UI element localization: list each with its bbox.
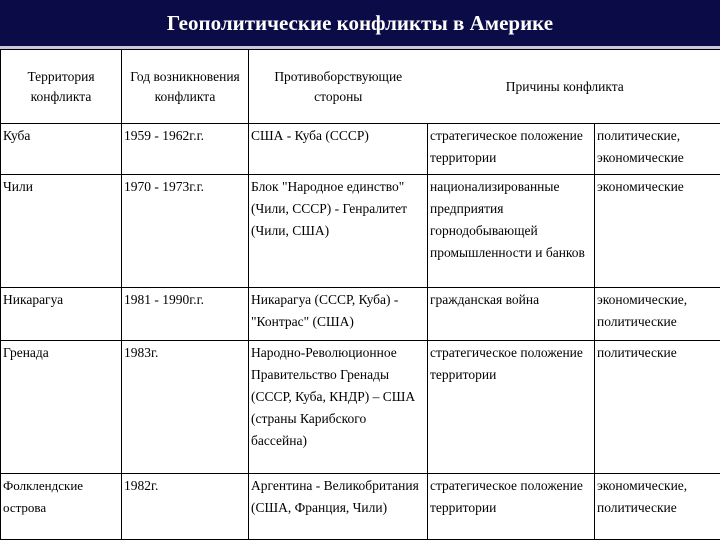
cell-year: 1970 - 1973г.г. — [122, 175, 249, 288]
cell-factor: национализированные предприятия горнодобывающей промышленности и банков — [428, 175, 595, 288]
cell-year: 1983г. — [122, 341, 249, 474]
cell-reason: экономические — [595, 175, 720, 288]
cell-sides: Никарагуа (СССР, Куба) - "Контрас" (США) — [249, 288, 428, 341]
cell-territory: Гренада — [1, 341, 122, 474]
cell-sides: Аргентина - Великобритания (США, Франция, Чили) — [249, 474, 428, 540]
cell-reason: экономические, политические — [595, 474, 720, 540]
cell-factor: гражданская война — [428, 288, 595, 341]
cell-sides: Блок "Народное единство" (Чили, СССР) - Генралитет (Чили, США) — [249, 175, 428, 288]
header-sides: Противоборствующие стороны — [249, 50, 428, 124]
cell-territory: Куба — [1, 124, 122, 175]
cell-year: 1982г. — [122, 474, 249, 540]
table-row — [1, 175, 720, 288]
cell-factor: стратегическое положение территории — [428, 474, 595, 540]
cell-reason: экономические, политические — [595, 288, 720, 341]
table-row — [1, 474, 720, 540]
cell-year: 1981 - 1990г.г. — [122, 288, 249, 341]
cell-territory: Фолклендские острова — [1, 474, 122, 540]
table-row — [1, 124, 720, 175]
conflicts-table — [0, 49, 720, 540]
cell-territory: Чили — [1, 175, 122, 288]
header-year: Год возникновения конфликта — [122, 50, 249, 124]
slide-title: Геополитические конфликты в Америке — [166, 10, 554, 35]
title-bar — [0, 0, 720, 46]
header-territory: Территория конфликта — [1, 50, 122, 124]
cell-sides: Народно-Революционное Правительство Гренады (СССР, Куба, КНДР) – США (страны Карибского бассейна) — [249, 341, 428, 474]
cell-year: 1959 - 1962г.г. — [122, 124, 249, 175]
cell-factor: стратегическое положение территории — [428, 124, 595, 175]
header-reasons: Причины конфликта — [428, 50, 720, 124]
table-header-row — [1, 50, 720, 124]
cell-factor: стратегическое положение территории — [428, 341, 595, 474]
cell-territory: Никарагуа — [1, 288, 122, 341]
cell-sides: США - Куба (СССР) — [249, 124, 428, 175]
cell-reason: политические — [595, 341, 720, 474]
table-row — [1, 341, 720, 474]
table-row — [1, 288, 720, 341]
cell-reason: политические, экономические — [595, 124, 720, 175]
